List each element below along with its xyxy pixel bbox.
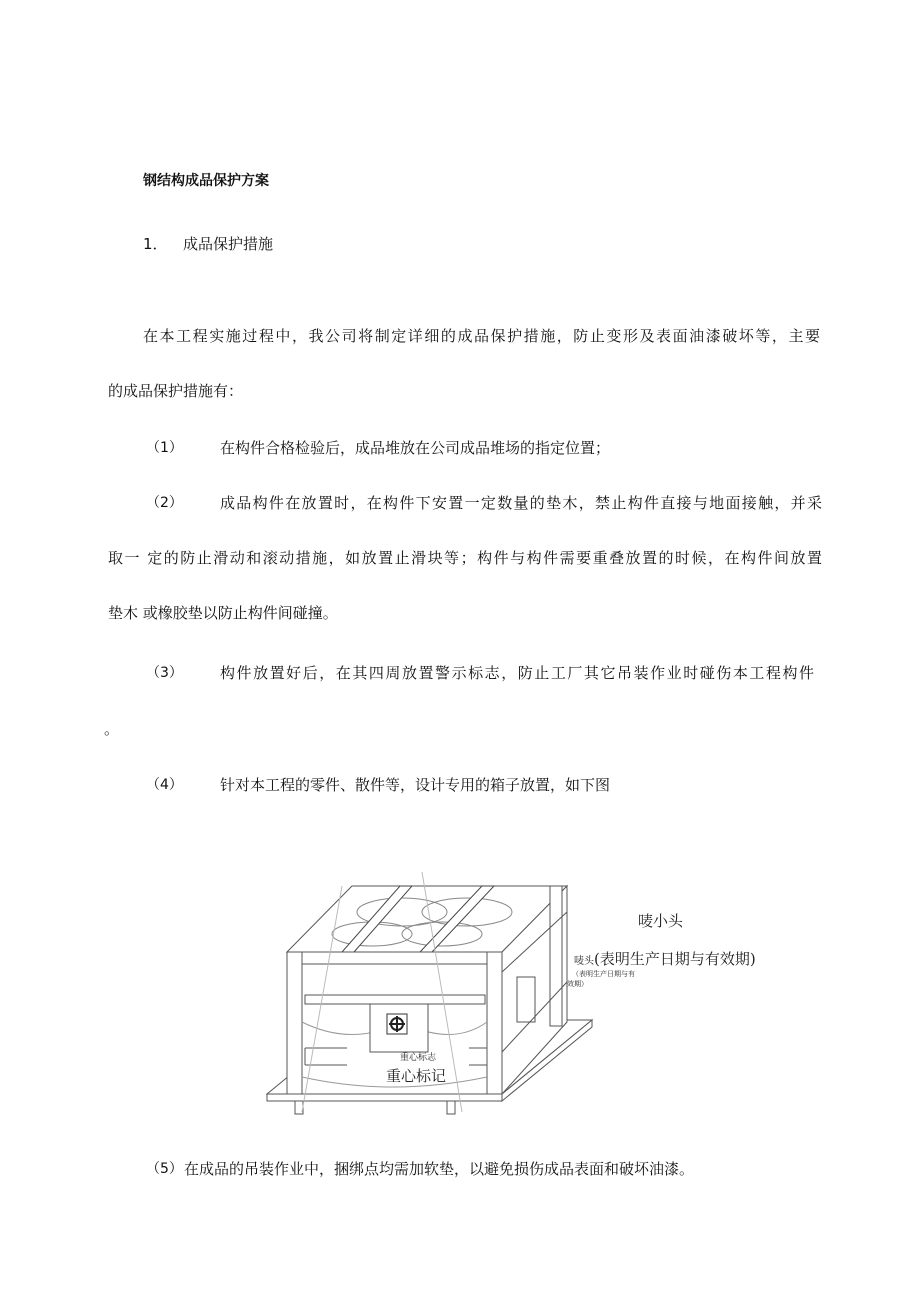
item-text: 垫木 或橡胶垫以防止构件间碰撞。 [108, 604, 338, 622]
item-label: （1） [146, 440, 183, 456]
figure-label-mark: (表明生产日期与有效期) [594, 950, 756, 968]
figure-label-mark-prefix: 唛头 [574, 956, 594, 967]
figure-label-mark-small: （表明生产日期与有 [572, 970, 635, 978]
packing-box-figure [262, 872, 802, 1120]
section-number: 1． [143, 235, 168, 253]
item-label: （4） [146, 777, 183, 793]
document-title: 钢结构成品保护方案 [143, 173, 269, 189]
figure-label-cg: 重心标记 [386, 1067, 447, 1085]
section-heading: 成品保护措施 [183, 235, 274, 253]
item-label: （3） [146, 665, 183, 681]
item-label: （2） [146, 495, 183, 511]
item-text: 取一 定的防止滑动和滚动措施，如放置止滑块等；构件与构件需要重叠放置的时候，在构件间放置 [108, 549, 822, 567]
item-text: 在构件合格检验后，成品堆放在公司成品堆场的指定位置； [220, 439, 611, 457]
item-text: 针对本工程的零件、散件等，设计专用的箱子放置，如下图 [220, 776, 611, 794]
item-text: 构件放置好后，在其四周放置警示标志，防止工厂其它吊装作业时碰伤本工程构件 [220, 664, 814, 682]
figure-label-cg-small: 重心标志 [400, 1053, 437, 1063]
item-text: 在成品的吊装作业中，捆绑点均需加软垫，以避免损伤成品表面和破坏油漆。 [184, 1160, 695, 1178]
item-text: 。 [104, 720, 120, 738]
intro-line: 的成品保护措施有： [108, 382, 244, 400]
item-label: （5） [146, 1161, 183, 1177]
item-text: 成品构件在放置时，在构件下安置一定数量的垫木，禁止构件直接与地面接触，并采 [220, 494, 822, 512]
figure-label-mark-small: 效期） [567, 980, 588, 988]
intro-line: 在本工程实施过程中，我公司将制定详细的成品保护措施，防止变形及表面油漆破坏等，主要 [143, 327, 820, 345]
figure-label-top: 唛小头 [638, 912, 684, 930]
